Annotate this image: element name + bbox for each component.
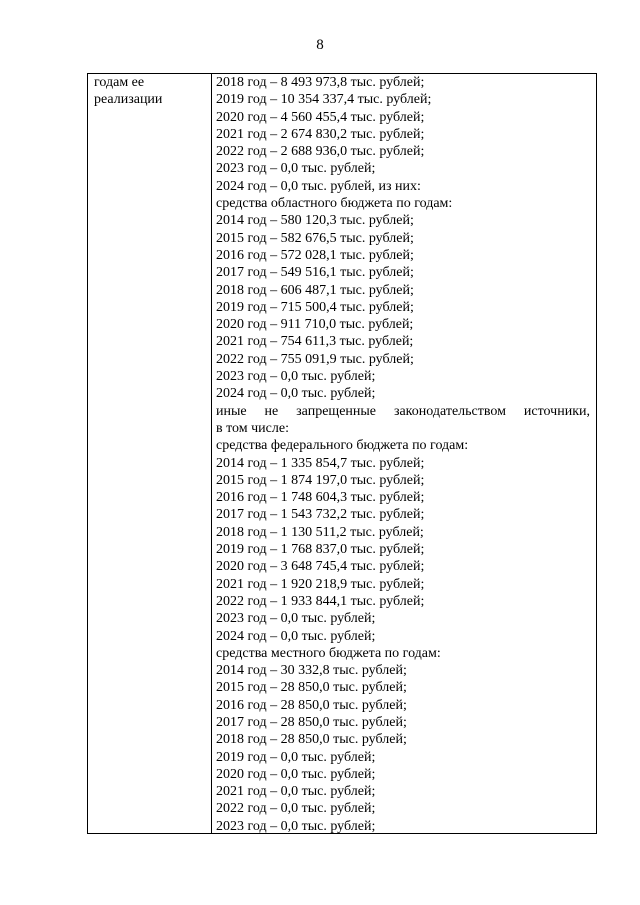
table-line: 2014 год – 580 120,3 тыс. рублей; xyxy=(216,213,414,229)
table-line: в том числе: xyxy=(216,420,289,436)
table-line: средства областного бюджета по годам: xyxy=(216,196,453,212)
table-line: 2015 год – 28 850,0 тыс. рублей; xyxy=(216,680,407,696)
table-line: 2019 год – 10 354 337,4 тыс. рублей; xyxy=(216,92,432,108)
table-line: 2016 год – 1 748 604,3 тыс. рублей; xyxy=(216,490,425,506)
table-line: 2023 год – 0,0 тыс. рублей; xyxy=(216,818,376,834)
table-line: иные не запрещенные законодательством источники, xyxy=(216,403,590,419)
table-line: 2014 год – 30 332,8 тыс. рублей; xyxy=(216,663,407,679)
table-line: 2023 год – 0,0 тыс. рублей; xyxy=(216,369,376,385)
table-line: средства местного бюджета по годам: xyxy=(216,645,441,661)
table-line: 2018 год – 8 493 973,8 тыс. рублей; xyxy=(216,75,425,90)
table-line: 2019 год – 1 768 837,0 тыс. рублей; xyxy=(216,542,425,558)
table-line: 2014 год – 1 335 854,7 тыс. рублей; xyxy=(216,455,425,471)
table-line: 2018 год – 28 850,0 тыс. рублей; xyxy=(216,732,407,748)
table-line: 2021 год – 2 674 830,2 тыс. рублей; xyxy=(216,126,425,142)
table-line: 2017 год – 28 850,0 тыс. рублей; xyxy=(216,714,407,730)
financing-table xyxy=(87,73,597,834)
table-line: 2018 год – 1 130 511,2 тыс. рублей; xyxy=(216,524,424,540)
table-line: 2021 год – 1 920 218,9 тыс. рублей; xyxy=(216,576,425,592)
table-line: 2022 год – 755 091,9 тыс. рублей; xyxy=(216,351,414,367)
table-right-column xyxy=(212,74,596,833)
table-line: 2021 год – 0,0 тыс. рублей; xyxy=(216,784,376,800)
table-line: 2023 год – 0,0 тыс. рублей; xyxy=(216,611,376,627)
table-line: 2016 год – 572 028,1 тыс. рублей; xyxy=(216,247,414,263)
table-left-column xyxy=(88,74,212,833)
table-line: 2020 год – 4 560 455,4 тыс. рублей; xyxy=(216,109,425,125)
table-line: 2020 год – 3 648 745,4 тыс. рублей; xyxy=(216,559,425,575)
table-line: 2021 год – 754 611,3 тыс. рублей; xyxy=(216,334,414,350)
table-line: 2022 год – 0,0 тыс. рублей; xyxy=(216,801,376,817)
table-line: 2022 год – 1 933 844,1 тыс. рублей; xyxy=(216,593,425,609)
table-line: 2020 год – 911 710,0 тыс. рублей; xyxy=(216,317,414,333)
table-line: 2024 год – 0,0 тыс. рублей, из них: xyxy=(216,178,421,194)
page-number: 8 xyxy=(316,37,324,53)
table-line: 2016 год – 28 850,0 тыс. рублей; xyxy=(216,697,407,713)
left-label-line: реализации xyxy=(94,92,163,108)
table-line: 2017 год – 1 543 732,2 тыс. рублей; xyxy=(216,507,425,523)
table-line: 2019 год – 715 500,4 тыс. рублей; xyxy=(216,299,414,315)
table-line: 2022 год – 2 688 936,0 тыс. рублей; xyxy=(216,144,425,160)
table-line: 2023 год – 0,0 тыс. рублей; xyxy=(216,161,376,177)
left-label-line: годам ее xyxy=(94,75,145,90)
table-line: 2024 год – 0,0 тыс. рублей; xyxy=(216,386,376,402)
table-line: 2015 год – 1 874 197,0 тыс. рублей; xyxy=(216,472,425,488)
table-line: средства федерального бюджета по годам: xyxy=(216,438,469,454)
table-line: 2019 год – 0,0 тыс. рублей; xyxy=(216,749,376,765)
table-line: 2015 год – 582 676,5 тыс. рублей; xyxy=(216,230,414,246)
table-line: 2020 год – 0,0 тыс. рублей; xyxy=(216,766,376,782)
table-line: 2018 год – 606 487,1 тыс. рублей; xyxy=(216,282,414,298)
table-line: 2024 год – 0,0 тыс. рублей; xyxy=(216,628,376,644)
table-line: 2017 год – 549 516,1 тыс. рублей; xyxy=(216,265,414,281)
